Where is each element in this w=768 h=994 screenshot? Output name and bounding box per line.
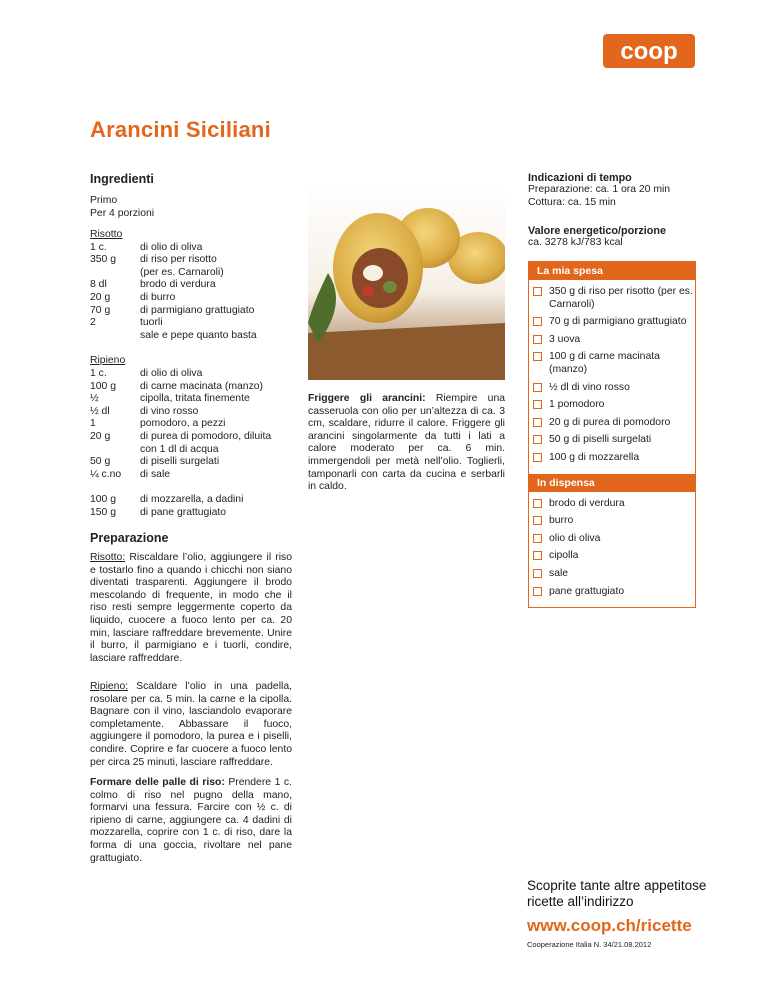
energy-section xyxy=(528,225,666,250)
prep-ripieno-text: Scaldare l’olio in una padella, rosolare per ca. 5 min. la carne e la cipolla. Bagnare con il vino, lasciandolo evaporare completamente. Abbassare il fuoco, aggiungere il pomodoro, la purea e i piselli, condire. Coprire e far cuocere a fuoco lento per circa 25 minuti, lasciare raffreddare. xyxy=(90,681,292,768)
shopping-panel xyxy=(528,261,696,608)
checklist-label: cipolla xyxy=(549,550,579,562)
checklist-label: olio di oliva xyxy=(549,532,601,544)
checklist-item[interactable] xyxy=(529,399,695,412)
preparation-heading: Preparazione xyxy=(90,531,169,545)
ingredients-list xyxy=(90,229,300,519)
checklist-label: 350 g di riso per risotto (per es. Carnaroli) xyxy=(549,286,693,310)
checkbox-icon[interactable] xyxy=(533,453,542,462)
ingredient-desc: con 1 dl di acqua xyxy=(140,443,219,455)
ingredient-row xyxy=(90,431,300,444)
ingredient-qty xyxy=(90,444,140,457)
checkbox-icon[interactable] xyxy=(533,551,542,560)
time-prep: Preparazione: ca. 1 ora 20 min xyxy=(528,184,671,195)
checklist-item[interactable] xyxy=(529,515,695,528)
ingredient-row xyxy=(90,393,300,406)
checklist-label: 20 g di purea di pomodoro xyxy=(549,416,671,428)
prep-palle-label: Formare delle palle di riso: xyxy=(90,777,225,788)
checklist-item[interactable] xyxy=(529,434,695,447)
checklist-label: brodo di verdura xyxy=(549,497,625,509)
prep-palle-text: Prendere 1 c. colmo di riso nel pugno della mano, formarvi una fessura. Farcire con ½ c. di ripieno di carne, aggiungere ca. 4 dadini di mozzarella, coprire con 1 c. di riso, dare la forma di una goccia, rivoltare nel pane grattugiato. xyxy=(90,777,292,864)
prep-risotto-text: Riscaldare l’olio, aggiungere il riso e tostarlo fino a quando i chicchi non siano diventati trasparenti. Aggiungere il brodo mescolando di frequente, in modo che il riso resti sempre leggermente coperto da liquido, cuocere a fuoco lento per ca. 20 min, lasciare raffreddare brevemente. Unire il burro, il parmigiano e i tuorli, condire, lasciare raffreddare. xyxy=(90,552,292,664)
prep-ripieno-label: Ripieno: xyxy=(90,681,129,692)
ingredient-row xyxy=(90,279,300,292)
ingredient-row xyxy=(90,381,300,394)
ingredient-row xyxy=(90,456,300,469)
checkbox-icon[interactable] xyxy=(533,383,542,392)
checklist-label: ½ dl di vino rosso xyxy=(549,381,630,393)
ingredient-qty: 350 g xyxy=(90,254,117,266)
ingredient-desc: di burro xyxy=(140,291,176,303)
checklist-item[interactable] xyxy=(529,533,695,546)
ingredient-desc: di olio di oliva xyxy=(140,241,203,253)
prep-friggere-text: Riempire una casseruola con olio per un’altezza di ca. 3 cm, scaldare, ridurre il calore. Friggere gli arancini singolarmente da tutti i lati a calore moderato per ca. 6 min. immergendoli per metà nell’olio. Toglierli, tamponarli con carta da cucina e serbarli in caldo. xyxy=(308,393,505,493)
checklist-item[interactable] xyxy=(529,351,695,376)
prep-step-palle xyxy=(90,777,292,865)
recipe-title: Arancini Siciliani xyxy=(90,117,271,142)
prep-friggere-label: Friggere gli arancini: xyxy=(308,393,426,404)
ingredient-qty: 20 g xyxy=(90,291,111,303)
ingredient-desc: tuorli xyxy=(140,317,163,329)
website-link[interactable]: www.coop.ch/ricette xyxy=(527,916,692,935)
shopping-list xyxy=(529,280,695,474)
checklist-label: 100 g di carne macinata (manzo) xyxy=(549,351,660,375)
shopping-box xyxy=(528,261,696,608)
pantry-list xyxy=(529,492,695,608)
ingredient-qty: 1 c. xyxy=(90,241,107,253)
prep-step-ripieno xyxy=(90,681,292,769)
ingredient-qty: 150 g xyxy=(90,506,117,518)
ingredient-qty: 2 xyxy=(90,317,96,329)
checklist-item[interactable] xyxy=(529,498,695,511)
prep-risotto-label: Risotto: xyxy=(90,552,126,563)
ingredient-row xyxy=(90,469,300,482)
ingredient-desc: di piselli surgelati xyxy=(140,456,220,468)
issue-number: Cooperazione Italia N. 34/21.08.2012 xyxy=(527,940,652,949)
checklist-label: burro xyxy=(549,515,574,527)
footer-line1: Scoprite tante altre appetitose xyxy=(527,878,707,893)
ingredient-qty: 8 dl xyxy=(90,279,107,291)
checklist-item[interactable] xyxy=(529,550,695,563)
energy-heading: Valore energetico/porzione xyxy=(528,225,666,237)
checklist-item[interactable] xyxy=(529,316,695,329)
ingredient-row xyxy=(90,507,300,520)
ingredient-qty: ¼ c.no xyxy=(90,468,122,480)
ingredient-row xyxy=(90,406,300,419)
ingredient-desc: pomodoro, a pezzi xyxy=(140,418,226,430)
checkbox-icon[interactable] xyxy=(533,587,542,596)
checklist-item[interactable] xyxy=(529,286,695,311)
time-heading: Indicazioni di tempo xyxy=(528,172,632,184)
ingredient-qty: 1 c. xyxy=(90,367,107,379)
risotto-items xyxy=(90,242,300,343)
checklist-label: 50 g di piselli surgelati xyxy=(549,434,652,446)
servings: Per 4 porzioni xyxy=(90,207,155,219)
ingredient-desc: di vino rosso xyxy=(140,405,199,417)
checklist-item[interactable] xyxy=(529,382,695,395)
ingredient-row xyxy=(90,368,300,381)
ingredient-row xyxy=(90,254,300,267)
time-cook: Cottura: ca. 15 min xyxy=(528,196,616,208)
ingredient-row xyxy=(90,305,300,318)
checkbox-icon[interactable] xyxy=(533,534,542,543)
ingredient-desc: brodo di verdura xyxy=(140,279,216,291)
ingredient-desc: cipolla, tritata finemente xyxy=(140,393,250,405)
ingredient-row xyxy=(90,444,300,457)
prep-step-friggere xyxy=(308,393,505,494)
shopping-heading: La mia spesa xyxy=(529,262,695,280)
ingredient-row xyxy=(90,494,300,507)
ingredient-qty: 100 g xyxy=(90,380,117,392)
ingredient-row xyxy=(90,418,300,431)
prep-step-risotto xyxy=(90,552,292,665)
ingredient-desc: di mozzarella, a dadini xyxy=(140,494,244,506)
checklist-item[interactable] xyxy=(529,417,695,430)
ripieno-label: Ripieno xyxy=(90,355,126,367)
ingredient-desc: di riso per risotto xyxy=(140,254,217,266)
checkbox-icon[interactable] xyxy=(533,335,542,344)
ingredient-qty: 100 g xyxy=(90,494,117,506)
ingredient-qty: ½ dl xyxy=(90,405,110,417)
checklist-item[interactable] xyxy=(529,568,695,581)
checklist-item[interactable] xyxy=(529,334,695,347)
ingredient-row xyxy=(90,267,300,280)
checklist-label: 70 g di parmigiano grattugiato xyxy=(549,316,687,328)
ingredient-desc: di olio di oliva xyxy=(140,367,203,379)
ingredient-row xyxy=(90,242,300,255)
ingredient-row xyxy=(90,317,300,330)
pantry-heading: In dispensa xyxy=(529,474,695,492)
course: Primo xyxy=(90,195,118,206)
arancini-photo xyxy=(308,183,505,380)
time-section xyxy=(528,172,670,209)
checkbox-icon[interactable] xyxy=(533,435,542,444)
ingredient-qty xyxy=(90,267,140,280)
ingredient-desc: sale e pepe quanto basta xyxy=(140,329,257,341)
checkbox-icon[interactable] xyxy=(533,569,542,578)
ingredient-qty: 70 g xyxy=(90,304,111,316)
checkbox-icon[interactable] xyxy=(533,418,542,427)
ingredient-desc: di carne macinata (manzo) xyxy=(140,380,264,392)
ingredient-desc: di purea di pomodoro, diluita xyxy=(140,430,272,442)
ingredient-row xyxy=(90,292,300,305)
checkbox-icon[interactable] xyxy=(533,317,542,326)
checkbox-icon[interactable] xyxy=(533,352,542,361)
ingredient-qty xyxy=(90,330,140,343)
checklist-item[interactable] xyxy=(529,586,695,599)
ingredient-qty: 50 g xyxy=(90,456,111,468)
checklist-label: 3 uova xyxy=(549,333,581,345)
checklist-label: sale xyxy=(549,567,569,579)
ingredient-desc: di parmigiano grattugiato xyxy=(140,304,255,316)
energy-value: ca. 3278 kJ/783 kcal xyxy=(528,237,623,248)
logo-text: coop xyxy=(620,38,678,65)
ingredients-heading: Ingredienti xyxy=(90,172,154,186)
checklist-label: pane grattugiato xyxy=(549,585,625,597)
extra-items xyxy=(90,494,300,519)
checklist-label: 100 g di mozzarella xyxy=(549,451,640,463)
ingredient-desc: (per es. Carnaroli) xyxy=(140,266,224,278)
ingredient-qty: 20 g xyxy=(90,430,111,442)
ingredient-qty: ½ xyxy=(90,393,99,405)
ingredient-qty: 1 xyxy=(90,418,96,430)
checklist-label: 1 pomodoro xyxy=(549,399,605,411)
checkbox-icon[interactable] xyxy=(533,287,542,296)
footer-line2: ricette all’indirizzo xyxy=(527,894,634,909)
ingredient-row xyxy=(90,330,300,343)
checkbox-icon[interactable] xyxy=(533,516,542,525)
risotto-label: Risotto xyxy=(90,229,123,240)
ingredient-desc: di sale xyxy=(140,468,171,480)
ingredient-desc: di pane grattugiato xyxy=(140,506,227,518)
checklist-item[interactable] xyxy=(529,452,695,465)
ripieno-items xyxy=(90,368,300,481)
footer-promo xyxy=(527,878,706,949)
coop-logo xyxy=(603,34,695,68)
course-label xyxy=(90,195,154,220)
checkbox-icon[interactable] xyxy=(533,400,542,409)
checkbox-icon[interactable] xyxy=(533,499,542,508)
